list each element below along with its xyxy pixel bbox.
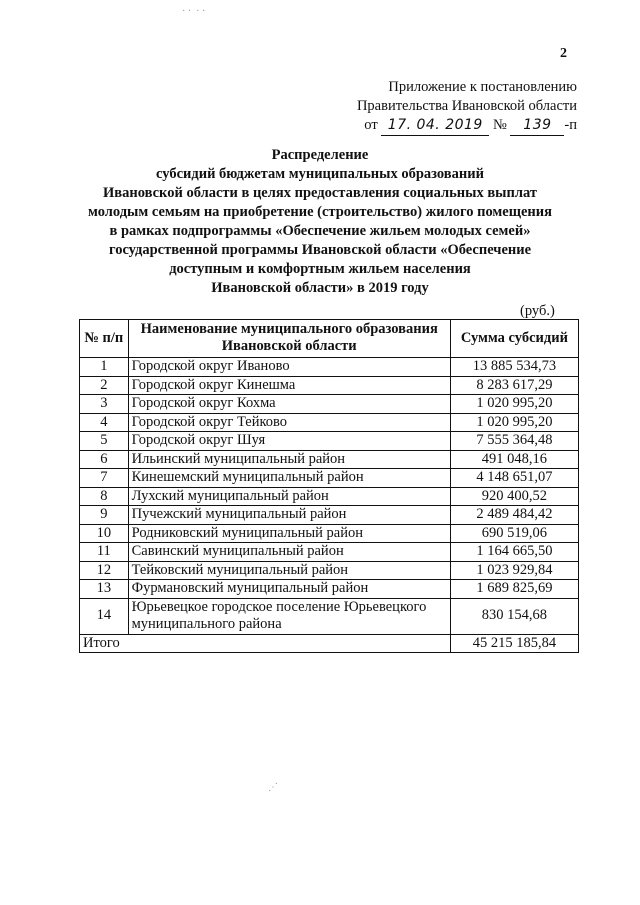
- number-suffix: -п: [564, 117, 577, 133]
- table-row: [80, 413, 579, 432]
- table-header-row: [80, 320, 579, 358]
- title-line-3: Ивановской области в целях предоставления социальных выплат: [103, 185, 537, 201]
- row-sum: 1 164 665,50: [450, 543, 578, 562]
- document-title: [75, 146, 565, 298]
- total-row: [80, 634, 579, 653]
- row-name: Тейковский муниципальный район: [128, 561, 450, 580]
- table-row: [80, 598, 579, 634]
- title-line-7: доступным и комфортным жильем населения: [169, 261, 471, 277]
- row-name: Лухский муниципальный район: [128, 487, 450, 506]
- row-sum: 491 048,16: [450, 450, 578, 469]
- table-row: [80, 376, 579, 395]
- row-num: 7: [80, 469, 129, 488]
- title-line-8: Ивановской области» в 2019 году: [211, 280, 429, 296]
- row-num: 5: [80, 432, 129, 451]
- from-label: от: [364, 117, 378, 133]
- table-row: [80, 543, 579, 562]
- title-line-2: субсидий бюджетам муниципальных образований: [156, 166, 484, 182]
- row-num: 8: [80, 487, 129, 506]
- row-sum: 7 555 364,48: [450, 432, 578, 451]
- scan-mark-top: · · · ·: [182, 6, 206, 17]
- row-num: 12: [80, 561, 129, 580]
- row-name: Городской округ Тейково: [128, 413, 450, 432]
- table-row: [80, 432, 579, 451]
- header-num: № п/п: [80, 320, 129, 358]
- handwritten-date: 17. 04. 2019: [381, 116, 489, 136]
- row-num: 9: [80, 506, 129, 525]
- appendix-header: [332, 78, 577, 136]
- row-sum: 1 689 825,69: [450, 580, 578, 599]
- table-row: [80, 561, 579, 580]
- row-name: Родниковский муниципальный район: [128, 524, 450, 543]
- row-num: 10: [80, 524, 129, 543]
- header-sum: Сумма субсидий: [450, 320, 578, 358]
- row-num: 11: [80, 543, 129, 562]
- page-number: 2: [560, 46, 567, 61]
- row-name: Пучежский муниципальный район: [128, 506, 450, 525]
- row-name: Городской округ Иваново: [128, 358, 450, 377]
- row-num: 14: [80, 598, 129, 634]
- row-sum: 8 283 617,29: [450, 376, 578, 395]
- row-sum: 1 023 929,84: [450, 561, 578, 580]
- row-num: 2: [80, 376, 129, 395]
- row-num: 13: [80, 580, 129, 599]
- row-sum: 13 885 534,73: [450, 358, 578, 377]
- table-row: [80, 469, 579, 488]
- scan-mark-bottom: ⋰: [268, 782, 278, 793]
- row-num: 4: [80, 413, 129, 432]
- title-line-4: молодым семьям на приобретение (строительство) жилого помещения: [88, 204, 552, 220]
- table-row: [80, 524, 579, 543]
- total-sum: 45 215 185,84: [450, 634, 578, 653]
- row-name: Городской округ Шуя: [128, 432, 450, 451]
- title-line-5: в рамках подпрограммы «Обеспечение жильем молодых семей»: [109, 223, 531, 239]
- table-row: [80, 580, 579, 599]
- row-sum: 830 154,68: [450, 598, 578, 634]
- row-name: Савинский муниципальный район: [128, 543, 450, 562]
- row-sum: 1 020 995,20: [450, 395, 578, 414]
- row-sum: 4 148 651,07: [450, 469, 578, 488]
- table-row: [80, 395, 579, 414]
- appendix-line-1: Приложение к постановлению: [388, 79, 577, 95]
- row-sum: 2 489 484,42: [450, 506, 578, 525]
- handwritten-number: 139: [510, 116, 564, 136]
- table-row: [80, 506, 579, 525]
- row-num: 1: [80, 358, 129, 377]
- total-label: Итого: [80, 634, 451, 653]
- subsidy-table: [79, 319, 579, 653]
- appendix-line-3: [332, 116, 577, 136]
- row-sum: 1 020 995,20: [450, 413, 578, 432]
- number-label: №: [492, 117, 507, 133]
- row-name: Кинешемский муниципальный район: [128, 469, 450, 488]
- row-num: 6: [80, 450, 129, 469]
- row-name: Ильинский муниципальный район: [128, 450, 450, 469]
- title-line-1: Распределение: [271, 147, 369, 163]
- appendix-line-2: Правительства Ивановской области: [356, 98, 577, 114]
- row-num: 3: [80, 395, 129, 414]
- row-name: Юрьевецкое городское поселение Юрьевецкого муниципального района: [128, 598, 450, 634]
- row-name: Фурмановский муниципальный район: [128, 580, 450, 599]
- currency-unit: (руб.): [520, 303, 555, 319]
- table-row: [80, 450, 579, 469]
- table-row: [80, 358, 579, 377]
- row-name: Городской округ Кохма: [128, 395, 450, 414]
- header-name: Наименование муниципального образования Ивановской области: [128, 320, 450, 358]
- title-line-6: государственной программы Ивановской области «Обеспечение: [108, 242, 532, 258]
- row-name: Городской округ Кинешма: [128, 376, 450, 395]
- row-sum: 690 519,06: [450, 524, 578, 543]
- table-body: [80, 358, 579, 635]
- row-sum: 920 400,52: [450, 487, 578, 506]
- table-row: [80, 487, 579, 506]
